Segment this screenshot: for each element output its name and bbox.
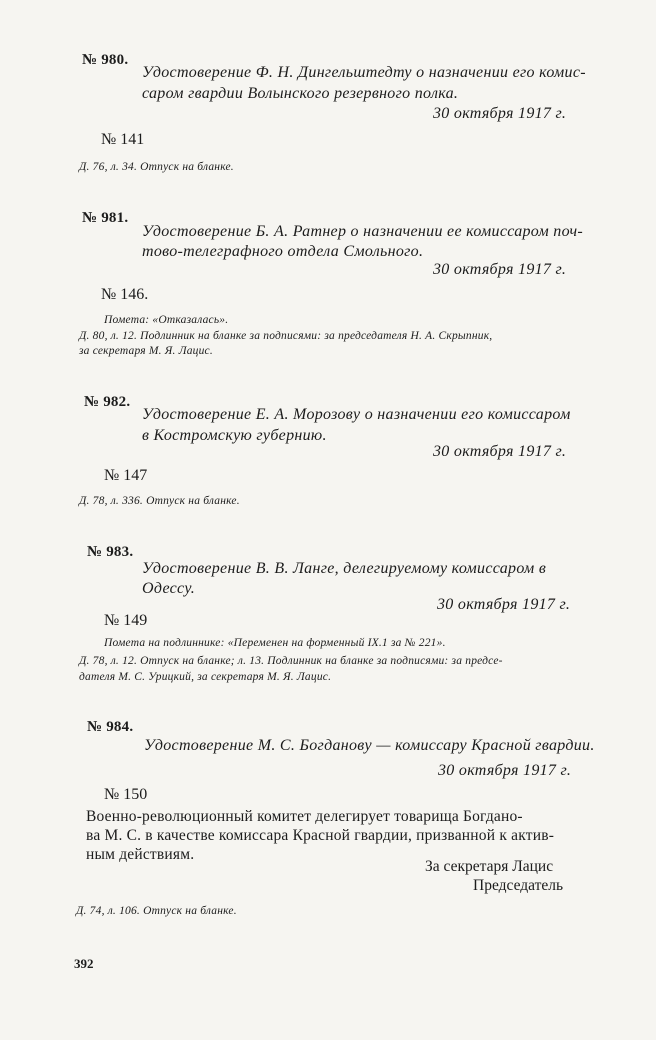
archive-note-983-line2: дателя М. С. Урицкий, за секретаря М. Я. Лацис. <box>79 671 332 683</box>
doc-number-980: № 141 <box>101 131 145 148</box>
entry-title-983-line1: Удостоверение В. В. Ланге, делегируемому комиссаром в <box>142 560 547 577</box>
body-text-line1: Военно-революционный комитет делегирует товарища Богдано- <box>86 808 523 825</box>
entry-title-980-line1: Удостоверение Ф. Н. Дингельштедту о назначении его комис- <box>142 64 586 81</box>
archive-note-984: Д. 74, л. 106. Отпуск на бланке. <box>76 905 237 917</box>
signature-secretary: За секретаря Лацис <box>425 858 554 875</box>
entry-title-983-line2: Одессу. <box>142 580 196 597</box>
mark-note-983: Помета на подлиннике: «Переменен на форменный IX.1 за № 221». <box>104 637 446 649</box>
body-text-line2: ва М. С. в качестве комиссара Красной гвардии, призванной к актив- <box>86 827 555 844</box>
entry-title-982-line1: Удостоверение Е. А. Морозову о назначении его комиссаром <box>142 406 571 423</box>
entry-number-981: № 981. <box>82 210 129 226</box>
doc-number-982: № 147 <box>104 467 148 484</box>
archive-note-981-line1: Д. 80, л. 12. Подлинник на бланке за подписями: за председателя Н. А. Скрыпник, <box>79 330 493 342</box>
entry-title-984-line1: Удостоверение М. С. Богданову — комиссару Красной гвардии. <box>144 737 595 754</box>
entry-title-981-line1: Удостоверение Б. А. Ратнер о назначении ее комиссаром поч- <box>142 223 584 240</box>
entry-title-980-line2: саром гвардии Волынского резервного полка. <box>142 85 459 102</box>
doc-number-983: № 149 <box>104 612 148 629</box>
doc-number-984: № 150 <box>104 786 148 803</box>
mark-note-981: Помета: «Отказалась». <box>104 314 229 326</box>
doc-number-981: № 146. <box>101 286 149 303</box>
entry-title-982-line2: в Костромскую губернию. <box>142 427 327 444</box>
page-number: 392 <box>74 956 94 971</box>
entry-date-981: 30 октября 1917 г. <box>433 261 567 278</box>
entry-date-983: 30 октября 1917 г. <box>437 596 571 613</box>
entry-title-981-line2: тово-телеграфного отдела Смольного. <box>142 243 424 260</box>
archive-note-983-line1: Д. 78, л. 12. Отпуск на бланке; л. 13. Подлинник на бланке за подписями: за предсе- <box>79 655 503 667</box>
entry-number-982: № 982. <box>84 394 131 410</box>
signature-chairman: Председатель <box>473 877 564 894</box>
archive-note-981-line2: за секретаря М. Я. Лацис. <box>79 345 213 357</box>
body-text-line3: ным действиям. <box>86 846 195 863</box>
archive-note-982: Д. 78, л. 336. Отпуск на бланке. <box>79 495 240 507</box>
entry-number-980: № 980. <box>82 52 129 68</box>
entry-date-984: 30 октября 1917 г. <box>438 762 572 779</box>
entry-date-982: 30 октября 1917 г. <box>433 443 567 460</box>
entry-date-980: 30 октября 1917 г. <box>433 105 567 122</box>
entry-number-983: № 983. <box>87 544 134 560</box>
entry-number-984: № 984. <box>87 719 134 735</box>
archive-note-980: Д. 76, л. 34. Отпуск на бланке. <box>79 161 234 173</box>
